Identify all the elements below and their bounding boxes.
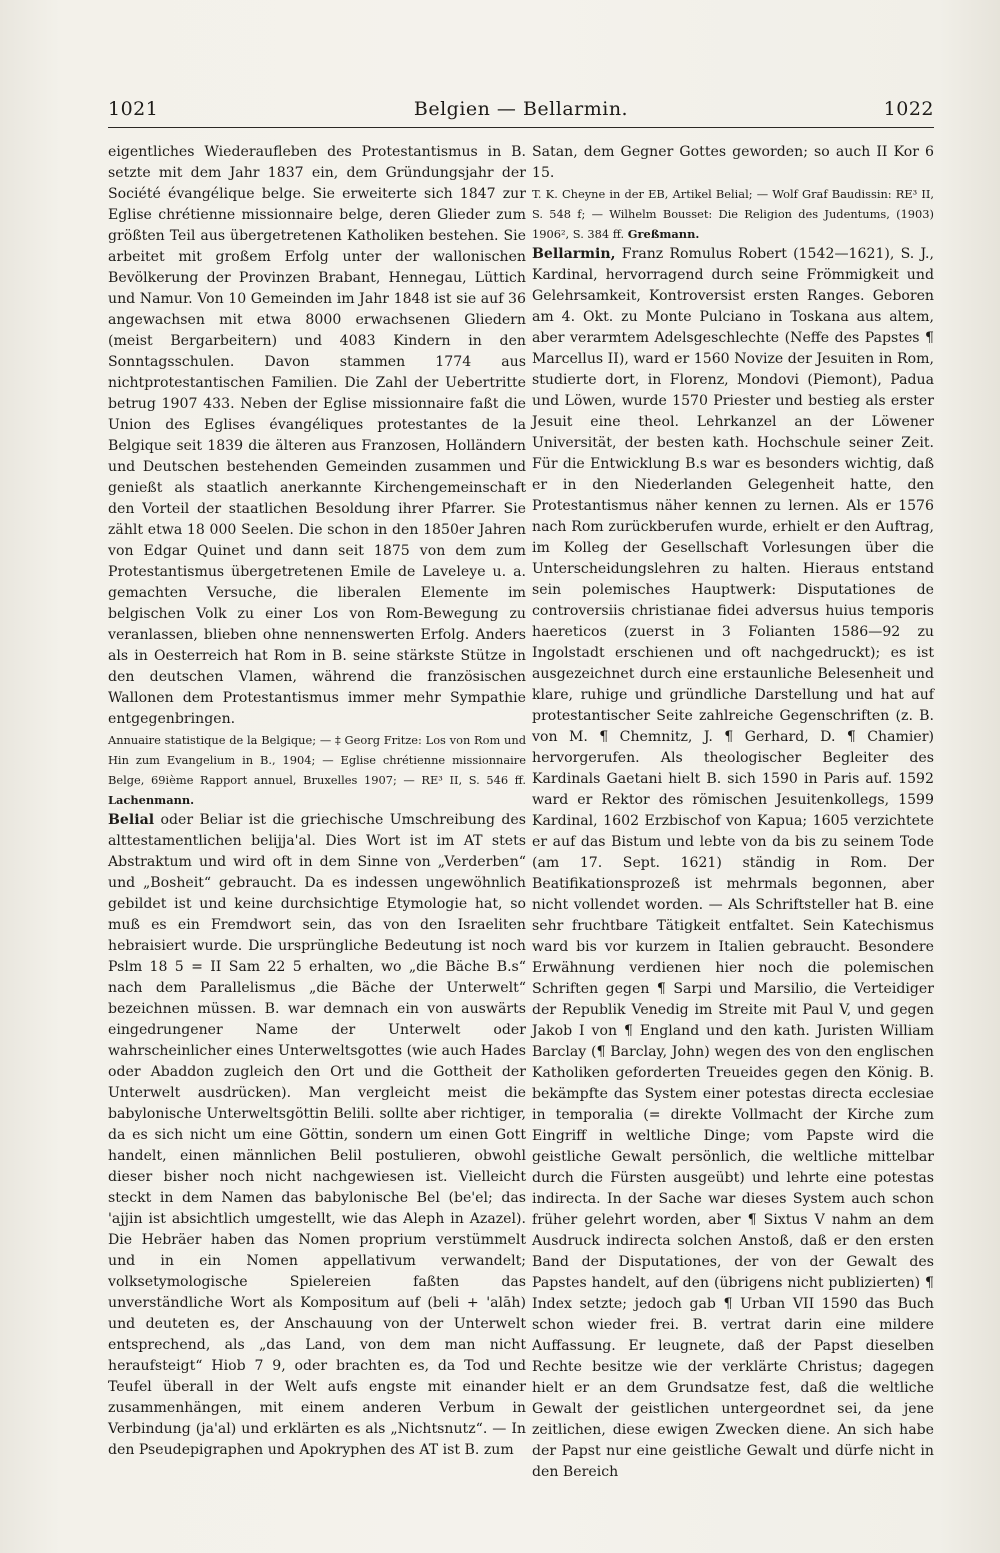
bellarmin-lemma: Bellarmin, [532,246,616,262]
belial-continuation: Satan, dem Gegner Gottes geworden; so auch II Kor 6 15. [532,144,934,181]
belial-text: oder Beliar ist die griechische Umschreibung des alttestamentlichen beliјja'al. Dies Wort ist im AT stets Abstraktum und wird oft in dem Sinne von „Verderben“ und „Bosheit“ gebraucht. Da es indessen ungewöhnlich gebildet ist und keine durchsichtige Etymologie hat, so muß es ein Fremdwort sein, das von den Israeliten hebraisiert wurde. Die ursprüngliche Bedeutung ist noch Pslm 18 5 = II Sam 22 5 erhalten, wo „die Bäche B.s“ nach dem Parallelismus „die Bäche der Unterwelt“ bezeichnen müssen. B. war demnach ein von auswärts eingedrungener Name der Unterwelt oder wahrscheinlicher eines Unterweltsgottes (wie auch Hades oder Abaddon zugleich den Ort und die Gottheit der Unterwelt ausdrücken). Man vergleicht meist die babylonische Unterweltsgöttin Belili. sollte aber richtiger, da es sich nicht um eine Göttin, sondern um einen Gott handelt, einen männlichen Belil postulieren, obwohl dieser bisher noch nicht nachgewiesen ist. Vielleicht steckt in dem Namen das babylonische Bel (be'el; das 'ajjin ist absichtlich umgestellt, wie das Aleph in Azazel). Die Hebräer haben das Nomen proprium verstümmelt und in ein Nomen appellativum verwandelt; volksetymologische Spielereien faßten das unverständliche Wort als Kompositum auf (beli + 'alāh) und deuteten es, der Anschauung von der Unterwelt entsprechend, als „das Land, von dem man nicht heraufsteigt“ Hiob 7 9, oder brachten es, da Tod und Teufel überall in der Welt aufs engste mit einander zusammenhängen, mit einem anderen Verbum in Verbindung (ja'al) und erklärten es als „Nichtsnutz“. — In den Pseudepigraphen und Apokryphen des AT ist B. zum [108,812,526,1458]
belial-bibliography [532,184,934,244]
bellarmin-entry [532,244,934,1483]
belial-entry [108,810,526,1461]
belgien-author-signature: Lachenmann. [108,793,195,807]
belgien-bibliography-text: Annuaire statistique de la Belgique; — ‡ Georg Fritze: Los von Rom und Hin zum Evangelium in B., 1904; — Eglise chrétienne missionnaire Belge, 69ième Rapport annuel, Bruxelles 1907; — RE³ II, S. 546 ff. [108,733,526,787]
bellarmin-text: (1542—1621), S. J., Kardinal, hervorragend durch seine Frömmigkeit und Gelehrsamkeit, Kontroversist ersten Ranges. Geboren am 4. Okt. zu Monte Pulciano in Toskana aus altem, aber verarmtem Adelsgeschlechte (Neffe des Papstes ¶ Marcellus II), ward er 1560 Novize der Jesuiten in Rom, studierte dort, in Florenz, Mondovi (Piemont), Padua und Löwen, wurde 1570 Priester und bestieg als erster Jesuit eine theol. Lehrkanzel an der Löwener Universität, der besten kath. Hochschule seiner Zeit. Für die Entwicklung B.s war es besonders wichtig, daß er in den Niederlanden Gelegenheit hatte, den Protestantismus näher kennen zu lernen. Als er 1576 nach Rom zurückberufen wurde, erhielt er den Auftrag, im Kolleg der Gesellschaft Vorlesungen über die Unterscheidungslehren zu halten. Hieraus entstand sein polemisches Hauptwerk: Disputationes de controversiis christianae fidei adversus huius temporis haereticos (zuerst in 3 Folianten 1586—92 zu Ingolstadt erschienen und oft nachgedruckt); es ist ausgezeichnet durch eine erstaunliche Belesenheit und klare, ruhige und gründliche Darstellung und hat auf protestantischer Seite zahlreiche Gegenschriften (z. B. von M. ¶ Chemnitz, J. ¶ Gerhard, D. ¶ Chamier) hervorgerufen. Als theologischer Begleiter des Kardinals Gaetani hielt B. sich 1590 in Paris auf. 1592 ward er Rektor des römischen Jesuitenkollegs, 1599 Kardinal, 1602 Erzbischof von Kapua; 1605 verzichtete er auf das Bistum und lebte von da bis zu seinem Tode (am 17. Sept. 1621) ständig in Rom. Der Beatifikationsprozeß ist mehrmals begonnen, aber nicht vollendet worden. — Als Schriftsteller hat B. eine sehr fruchtbare Tätigkeit entfaltet. Sein Katechismus ward bis vor kurzem in Italien gebraucht. Besondere Erwähnung verdienen hier noch die polemischen Schriften gegen ¶ Sarpi und Marsilio, die Verteidiger der Republik Venedig im Streite mit Paul V, und gegen Jakob I von ¶ England und den kath. Juristen William Barclay (¶ Barclay, John) wegen des von den englischen Katholiken geforderten Treueides gegen den König. B. bekämpfte das System einer potestas directa ecclesiae in temporalia (= direkte Vollmacht der Kirche zum Eingriff in weltliche Dinge; vom Papste wird die geistliche Gewalt persönlich, die weltliche mittelbar durch die Fürsten ausgeübt) und lehrte eine potestas indirecta. In der Sache war dieses System auch schon früher gelehrt worden, aber ¶ Sixtus V nahm an dem Ausdruck indirecta solchen Anstoß, daß er den ersten Band der Disputationes, der von der Gewalt des Papstes handelt, auf den (übrigens nicht publizierten) ¶ Index setzte; jedoch gab ¶ Urban VII 1590 das Buch schon wieder frei. B. vertrat darin eine mildere Auffassung. Er leugnete, daß der Papst dieselben Rechte besitze wie der verklärte Christus; dagegen hielt er an dem Grundsatze fest, daß die weltliche Gewalt der geistlichen untergeordnet sei, da jene zeitlichen, diese ewigen Zwecken diene. An sich habe der Papst nur eine geistliche Gewalt und dürfe nicht in den Bereich [532,246,934,1480]
belgien-bibliography [108,730,526,810]
left-column-number: 1021 [108,98,159,120]
belial-bibliography-text: T. K. Cheyne in der EB, Artikel Belial; — Wolf Graf Baudissin: RE³ II, S. 548 f; — Wilhelm Bousset: Die Religion des Judentums, (1903) 1906², S. 384 ff. [532,187,934,241]
left-column [108,142,526,1461]
bellarmin-full-name: Franz Romulus Robert [615,246,787,262]
belial-author-signature: Greßmann. [627,227,700,241]
header-rule [108,127,934,128]
right-column-number: 1022 [883,98,934,120]
running-title: Belgien — Bellarmin. [413,98,629,120]
belial-lemma: Belial [108,812,155,828]
belgien-protestantism-paragraph: eigentliches Wiederaufleben des Protestantismus in B. setzte mit dem Jahr 1837 ein, dem Gründungsjahr der Société évangélique belge. Sie erweiterte sich 1847 zur Eglise chrétienne missionnaire belge, deren Glieder zum größten Teil aus übergetretenen Katholiken bestehen. Sie arbeitet mit großem Erfolg unter der wallonischen Bevölkerung der Provinzen Brabant, Hennegau, Lüttich und Namur. Von 10 Gemeinden im Jahr 1848 ist sie auf 36 angewachsen mit etwa 8000 erwachsenen Gliedern (meist Bergarbeitern) und 4083 Kindern in den Sonntagsschulen. Davon stammen 1774 aus nichtprotestantischen Familien. Die Zahl der Uebertritte betrug 1907 433. Neben der Eglise missionnaire faßt die Union des Eglises évangéliques protestantes de la Belgique seit 1839 die älteren aus Franzosen, Holländern und Deutschen bestehenden Gemeinden zusammen und genießt als staatlich anerkannte Kirchengemeinschaft den Vorteil der staatlichen Besoldung ihrer Pfarrer. Sie zählt etwa 18 000 Seelen. Die schon in den 1850er Jahren von Edgar Quinet und dann seit 1875 von dem zum Protestantismus übergetretenen Emile de Laveleye u. a. gemachten Versuche, die liberalen Elemente im belgischen Volk zu einer Los von Rom-Bewegung zu veranlassen, blieben ohne nennenswerten Erfolg. Anders als in Oesterreich hat Rom in B. seine stärkste Stütze in den deutschen Vlamen, während die französischen Wallonen dem Protestantismus immer mehr Sympathie entgegenbringen. [108,144,526,727]
running-header [108,98,934,128]
right-column [532,142,934,1483]
